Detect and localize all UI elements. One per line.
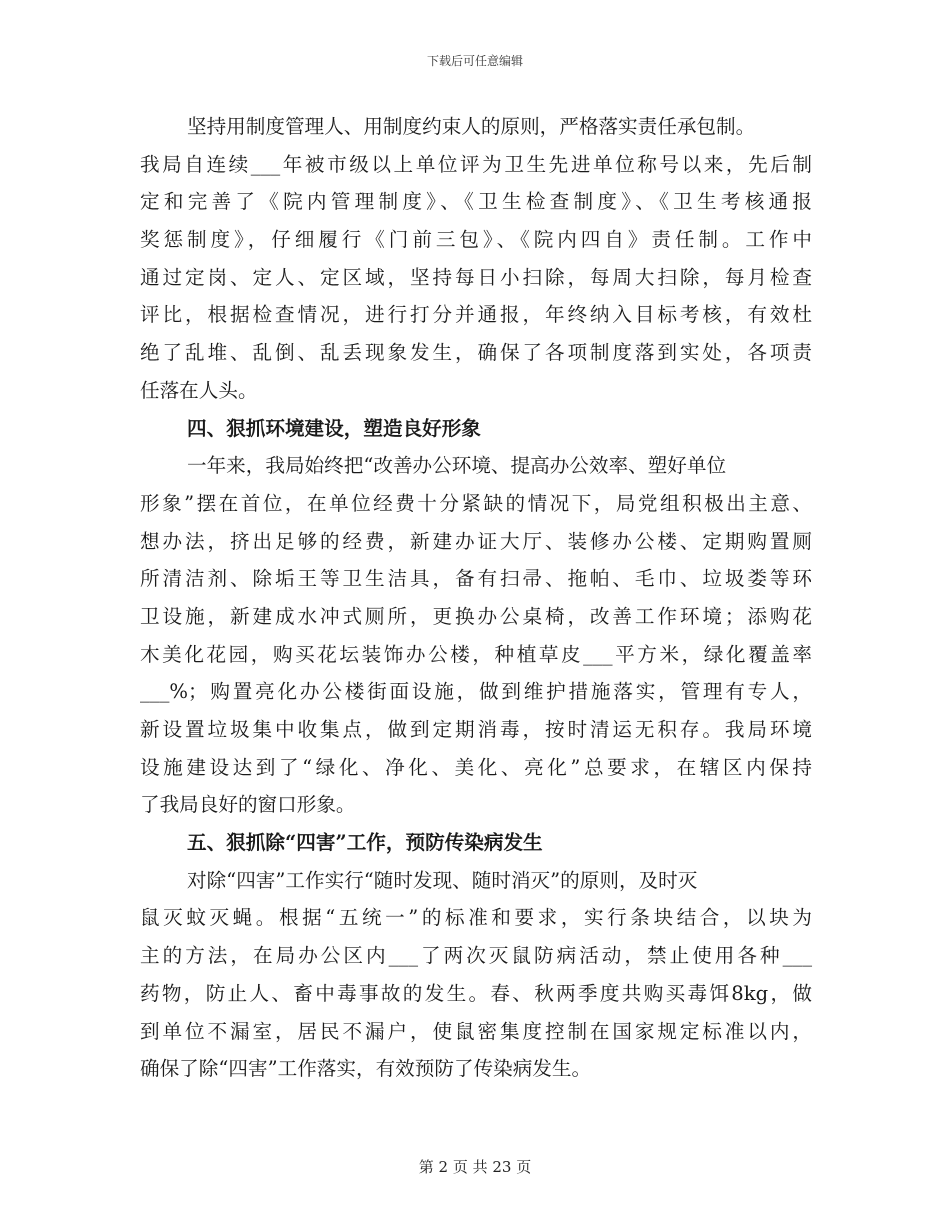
body-line: 形象”摆在首位，在单位经费十分紧缺的情况下，局党组积极出主意、 — [140, 491, 812, 515]
body-line: 主的方法，在局办公区内___了两次灭鼠防病活动，禁止使用各种___ — [140, 944, 812, 968]
body-line: ___%；购置亮化办公楼街面设施，做到维护措施落实，管理有专人， — [140, 680, 812, 704]
body-line: 所清洁剂、除垢王等卫生洁具，备有扫帚、拖帕、毛巾、垃圾娄等环 — [140, 567, 812, 591]
document-body — [140, 108, 812, 1088]
body-line: 木美化花园，购买花坛装饰办公楼，种植草皮___平方米，绿化覆盖率 — [140, 642, 812, 666]
page-number: 第 2 页 共 23 页 — [418, 1158, 532, 1176]
body-line: 卫设施，新建成水冲式厕所，更换办公桌椅，改善工作环境；添购花 — [140, 604, 812, 628]
body-line: 定和完善了《院内管理制度》、《卫生检查制度》、《卫生考核通报 — [140, 190, 812, 214]
body-line: 想办法，挤出足够的经费，新建办证大厅、装修办公楼、定期购置厕 — [140, 529, 812, 553]
section-heading: 四、狠抓环境建设，塑造良好形象 — [187, 416, 481, 440]
body-line: 鼠灭蚊灭蝇。根据“五统一”的标准和要求，实行条块结合，以块为 — [140, 906, 812, 930]
body-line: 我局自连续___年被市级以上单位评为卫生先进单位称号以来，先后制 — [140, 152, 812, 176]
body-line: 了我局良好的窗口形象。 — [140, 793, 356, 817]
header-note: 下载后可任意编辑 — [426, 54, 523, 68]
body-line: 奖惩制度》，仔细履行《门前三包》、《院内四自》责任制。工作中 — [140, 228, 812, 252]
body-line: 任落在人头。 — [140, 378, 258, 402]
body-line: 对除“四害”工作实行“随时发现、随时消灭”的原则，及时灭 — [187, 868, 698, 892]
body-line: 坚持用制度管理人、用制度约束人的原则，严格落实责任承包制。 — [187, 115, 756, 138]
body-line: 绝了乱堆、乱倒、乱丢现象发生，确保了各项制度落到实处，各项责 — [140, 341, 812, 365]
body-line: 通过定岗、定人、定区域，坚持每日小扫除，每周大扫除，每月检查 — [140, 265, 812, 289]
body-line: 设施建设达到了“绿化、净化、美化、亮化”总要求，在辖区内保持 — [140, 755, 812, 779]
body-line: 新设置垃圾集中收集点，做到定期消毒，按时清运无积存。我局环境 — [140, 718, 812, 741]
body-line: 确保了除“四害”工作落实，有效预防了传染病发生。 — [140, 1057, 592, 1081]
body-line: 评比，根据检查情况，进行打分并通报，年终纳入目标考核，有效杜 — [140, 303, 812, 327]
body-line: 一年来，我局始终把“改善办公环境、提高办公效率、塑好单位 — [187, 454, 727, 478]
section-heading: 五、狠抓除“四害”工作，预防传染病发生 — [187, 831, 543, 855]
body-line: 到单位不漏室，居民不漏户，使鼠密集度控制在国家规定标准以内， — [140, 1019, 812, 1043]
body-line: 药物，防止人、畜中毒事故的发生。春、秋两季度共购买毒饵8kg，做 — [140, 981, 812, 1005]
